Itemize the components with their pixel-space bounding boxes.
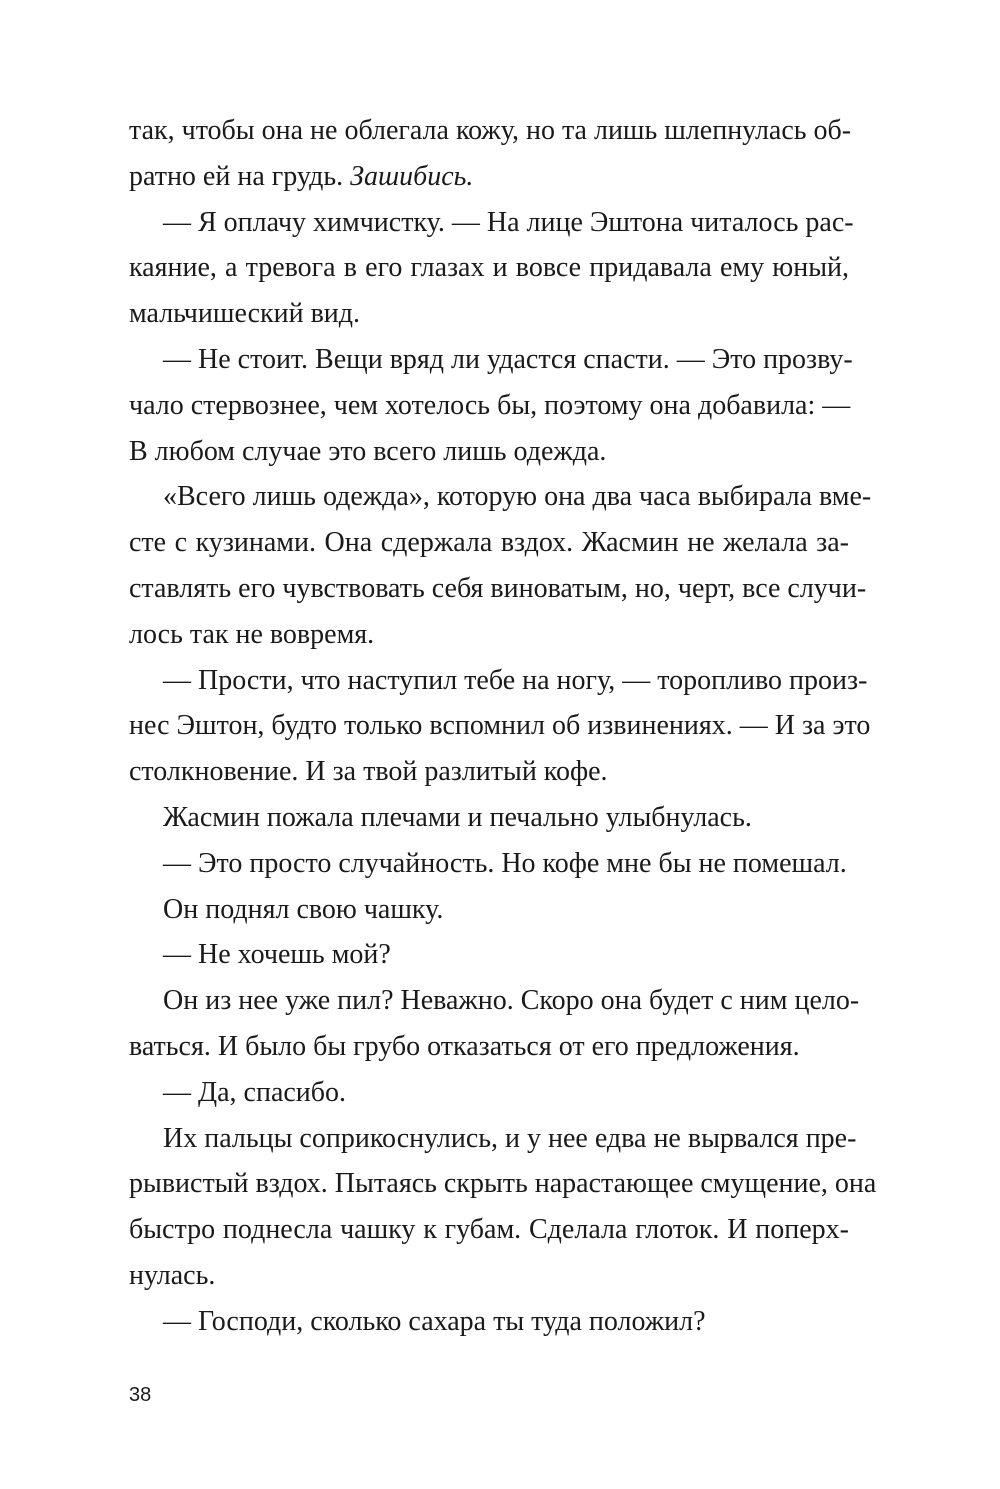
text-line: ваться. И было бы грубо отказаться от его предложения.: [129, 1030, 800, 1062]
text-line: Он из нее уже пил? Неважно. Скоро она будет с ним цело-: [163, 985, 860, 1017]
text-line: — Прости, что наступил тебе на ногу, — торопливо произ-: [163, 664, 868, 696]
text-line: — Это просто случайность. Но кофе мне бы не помешал.: [163, 847, 847, 879]
text-line: [129, 154, 849, 200]
text-line: Жасмин пожала плечами и печально улыбнулась.: [163, 801, 752, 833]
text-line: столкновение. И за твой разлитый кофе.: [129, 756, 608, 788]
text-line: лось так не вовремя.: [129, 618, 375, 650]
text-line: нулась.: [129, 1259, 216, 1291]
text-line: «Всего лишь одежда», которую она два часа выбирала вме-: [163, 481, 872, 513]
italic-word: Зашибись.: [350, 160, 474, 192]
text-line: ставлять его чувствовать себя виноватым, но, черт, все случи-: [129, 572, 867, 604]
text-line-roman: ратно ей на грудь.: [129, 160, 351, 192]
text-line: — Не стоит. Вещи вряд ли удастся спасти. — Это прозву-: [163, 343, 853, 375]
text-line: Их пальцы соприкоснулись, и у нее едва не вырвался пре-: [163, 1122, 857, 1154]
text-line: — Господи, сколько сахара ты туда положил?: [163, 1305, 706, 1337]
text-line: сте с кузинами. Она сдержала вздох. Жасмин не желала за-: [129, 527, 849, 559]
text-line: Он поднял свою чашку.: [163, 893, 444, 925]
text-line: мальчишеский вид.: [129, 298, 361, 330]
text-line: — Да, спасибо.: [163, 1076, 347, 1108]
body-text: [129, 108, 877, 1345]
text-line: рывистый вздох. Пытаясь скрыть нарастающее смущение, она: [129, 1168, 877, 1200]
text-line: В любом случае это всего лишь одежда.: [129, 435, 607, 467]
page-number: 38: [129, 1384, 152, 1406]
text-line: — Я оплачу химчистку. — На лице Эштона читалось рас-: [163, 206, 854, 238]
text-line: нес Эштон, будто только вспомнил об извинениях. — И за это: [129, 710, 871, 742]
text-line: так, чтобы она не облегала кожу, но та лишь шлепнулась об-: [129, 115, 852, 146]
text-line: быстро поднесла чашку к губам. Сделала глоток. И поперх-: [129, 1214, 849, 1246]
text-line: каяние, а тревога в его глазах и вовсе придавала ему юный,: [129, 252, 849, 284]
text-line: чало стервознее, чем хотелось бы, поэтому она добавила: —: [129, 389, 851, 421]
text-line: — Не хочешь мой?: [163, 939, 391, 971]
